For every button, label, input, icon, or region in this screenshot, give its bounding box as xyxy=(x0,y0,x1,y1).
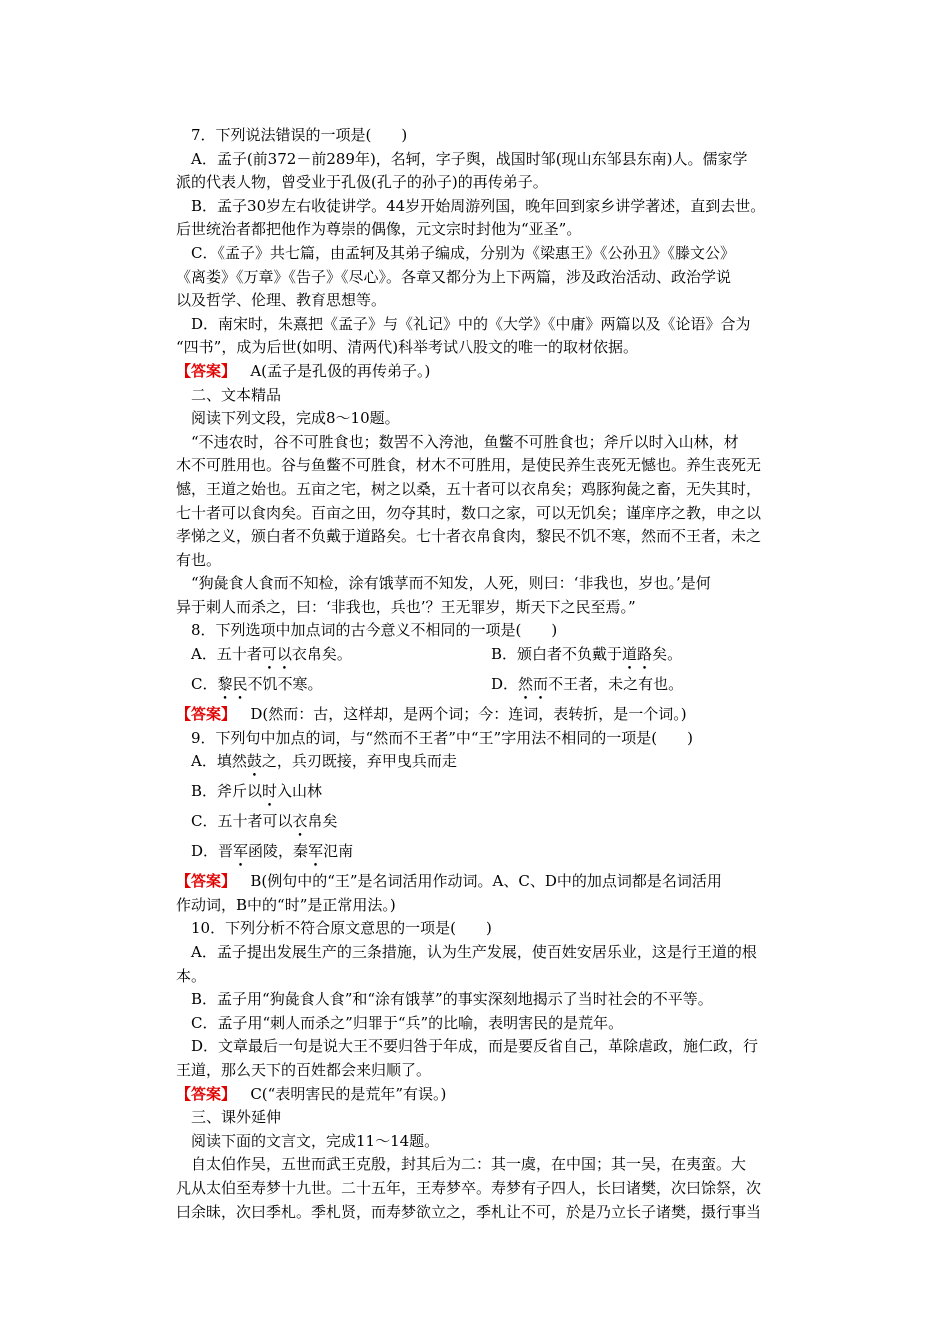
q8-option-a: A．五十者可以衣帛矣。 xyxy=(191,645,352,664)
section2-heading: 二、文本精品 xyxy=(191,385,282,404)
passage2-line2: 异于刺人而杀之，曰：‘非我也，兵也’？王无罪岁，斯天下之民至焉。” xyxy=(176,597,636,616)
q8-options-row2 xyxy=(176,673,808,703)
q10-option-d-line1: D．文章最后一句是说大王不要归咎于年成，而是要反省自己，革除虐政，施仁政，行 xyxy=(191,1037,759,1056)
q9-option-d: D．晋军函陵，秦军氾南 xyxy=(191,842,354,861)
q7-option-c-line1: C．《孟子》共七篇，由孟轲及其弟子编成，分别为《梁惠王》《公孙丑》《滕文公》 xyxy=(191,243,735,262)
q10-option-a-line2: 本。 xyxy=(176,966,207,985)
passage3-line3: 曰余昧，次曰季札。季札贤，而寿梦欲立之，季札让不可，於是乃立长子诸樊，摄行事当 xyxy=(176,1202,762,1221)
q10-option-d-line2: 王道，那么天下的百姓都会来归顺了。 xyxy=(176,1061,432,1079)
q8-answer xyxy=(176,703,808,727)
q8-option-b: B．颁白者不负戴于道路矣。 xyxy=(491,645,683,664)
q9-answer-text-1: B(例句中的“王”是名词活用作动词。A、C、D中的加点词都是名词活用 xyxy=(250,872,722,891)
passage2-line1: “狗彘食人食而不知检，涂有饿莩而不知发，人死，则曰：‘非我也，岁也。’是何 xyxy=(191,574,711,593)
q10-answer-text: C(“表明害民的是荒年”有误。) xyxy=(250,1084,447,1103)
q7-option-b-line1: B．孟子30岁左右收徒讲学。44岁开始周游列国，晚年回到家乡讲学著述，直到去世。 xyxy=(191,196,766,215)
q7-answer-text: A(孟子是孔伋的再传弟子。) xyxy=(250,361,431,380)
q7-option-b-line2: 后世统治者都把他作为尊崇的偶像，元文宗时封他为“亚圣”。 xyxy=(176,220,582,239)
q10-answer xyxy=(176,1083,808,1107)
section3-heading: 三、课外延伸 xyxy=(191,1108,282,1127)
document-body xyxy=(176,124,808,1224)
q9-option-c: C．五十者可以衣帛矣 xyxy=(191,812,338,831)
passage1-line2: 木不可胜用也。谷与鱼鳖不可胜食，材木不可胜用，是使民养生丧死无憾也。养生丧死无 xyxy=(176,456,762,475)
q9-answer-line1 xyxy=(176,870,808,894)
q10-option-a-line1: A．孟子提出发展生产的三条措施，认为生产发展，使百姓安居乐业，这是行王道的根 xyxy=(191,943,757,962)
answer-tag: 【答案】 xyxy=(176,1084,237,1103)
q7-option-c-line3: 以及哲学、伦理、教育思想等。 xyxy=(176,291,387,310)
q7-option-c-line2: 《离娄》《万章》《告子》《尽心》。各章又都分为上下两篇，涉及政治活动、政治学说 xyxy=(176,267,732,286)
answer-tag: 【答案】 xyxy=(176,705,237,724)
q7-option-a-line1: A．孟子(前372－前289年)，名轲，字子舆，战国时邹(现山东邹县东南)人。儒家学 xyxy=(191,149,748,168)
passage3-line2: 凡从太伯至寿梦十九世。二十五年，王寿梦卒。寿梦有子四人，长曰诸樊，次曰馀祭，次 xyxy=(176,1178,762,1197)
passage1-line5: 孝悌之义，颁白者不负戴于道路矣。七十者衣帛食肉，黎民不饥不寒，然而不王者，未之 xyxy=(176,527,762,546)
q7-option-d-line1: D．南宋时，朱熹把《孟子》与《礼记》中的《大学》《中庸》两篇以及《论语》合为 xyxy=(191,314,751,333)
q9-option-b: B．斧斤以时入山林 xyxy=(191,782,323,801)
section2-intro: 阅读下列文段，完成8～10题。 xyxy=(191,409,400,428)
q9-answer-line2: 作动词，B中的“时”是正常用法。) xyxy=(176,895,396,914)
q10-stem: 10．下列分析不符合原文意思的一项是( ) xyxy=(191,919,492,938)
q7-stem: 7．下列说法错误的一项是( ) xyxy=(191,126,408,144)
q8-option-c: C．黎民不饥不寒。 xyxy=(191,675,323,694)
q7-option-a-line2: 派的代表人物，曾受业于孔伋(孔子的孙子)的再传弟子。 xyxy=(176,173,548,192)
q8-option-d: D．然而不王者，未之有也。 xyxy=(491,675,684,694)
passage1-line1: “不违农时，谷不可胜食也；数罟不入洿池，鱼鳖不可胜食也；斧斤以时入山林，材 xyxy=(191,432,739,451)
q9-option-a: A．填然鼓之，兵刃既接，弃甲曳兵而走 xyxy=(191,752,457,771)
q8-stem: 8．下列选项中加点词的古今意义不相同的一项是( ) xyxy=(191,621,558,640)
section3-intro: 阅读下面的文言文，完成11～14题。 xyxy=(191,1131,440,1150)
q10-option-c: C．孟子用“刺人而杀之”归罪于“兵”的比喻，表明害民的是荒年。 xyxy=(191,1013,624,1032)
answer-tag: 【答案】 xyxy=(176,361,237,380)
passage1-line6: 有也。 xyxy=(176,550,222,569)
q7-option-d-line2: “四书”，成为后世(如明、清两代)科举考试八股文的唯一的取材依据。 xyxy=(176,338,639,357)
q10-option-b: B．孟子用“狗彘食人食”和“涂有饿莩”的事实深刻地揭示了当时社会的不平等。 xyxy=(191,990,713,1009)
q8-answer-text: D(然而：古，这样却，是两个词；今：连词，表转折，是一个词。) xyxy=(250,705,687,724)
passage1-line4: 七十者可以食肉矣。百亩之田，勿夺其时，数口之家，可以无饥矣；谨庠序之教，申之以 xyxy=(176,503,762,522)
q9-stem: 9．下列句中加点的词，与“然而不王者”中“王”字用法不相同的一项是( ) xyxy=(191,728,693,747)
q7-answer xyxy=(176,360,808,384)
answer-tag: 【答案】 xyxy=(176,872,237,891)
q8-options-row1 xyxy=(176,643,808,673)
passage3-line1: 自太伯作吴，五世而武王克殷，封其后为二：其一虞，在中国；其一吴，在夷蛮。大 xyxy=(191,1155,747,1174)
passage1-line3: 憾，王道之始也。五亩之宅，树之以桑，五十者可以衣帛矣；鸡豚狗彘之畜，无失其时， xyxy=(176,479,762,498)
